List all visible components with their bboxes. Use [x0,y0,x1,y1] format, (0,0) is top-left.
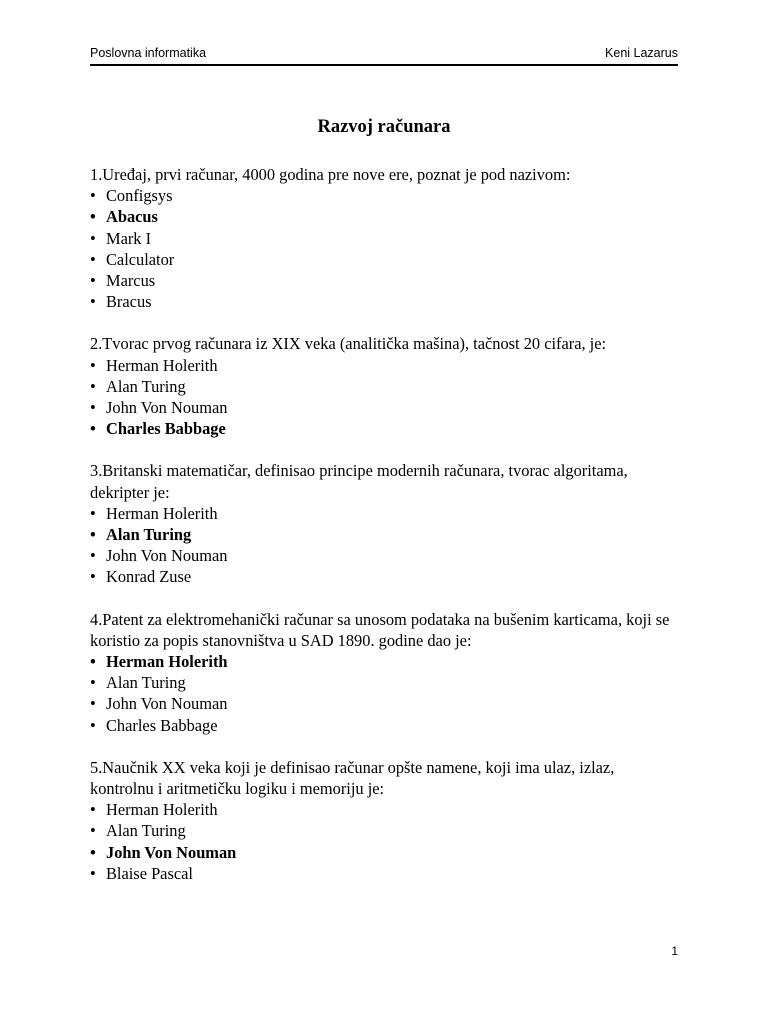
bullet-icon: • [90,800,96,820]
option-item [90,693,678,714]
bullet-icon: • [90,398,96,418]
option-item [90,820,678,841]
bullet-icon: • [90,186,96,206]
option-label: Configsys [106,186,173,206]
bullet-icon: • [90,355,96,375]
option-label: Blaise Pascal [106,863,193,883]
bullet-icon: • [90,715,96,735]
bullet-icon: • [90,821,96,841]
option-label: Konrad Zuse [106,567,192,587]
option-label: Marcus [106,271,156,291]
bullet-icon: • [90,376,96,396]
option-label: Bracus [106,292,152,312]
option-item [90,270,678,291]
question-block [90,164,678,312]
question-block [90,333,678,439]
option-list [90,503,678,588]
option-label: Mark I [106,228,152,248]
option-item [90,376,678,397]
option-label: Herman Holerith [106,503,218,523]
option-label: John Von Nouman [106,842,237,862]
bullet-icon: • [90,271,96,291]
question-block [90,757,678,884]
bullet-icon: • [90,503,96,523]
option-item [90,228,678,249]
bullet-icon: • [90,207,96,227]
option-label: Alan Turing [106,821,186,841]
bullet-icon: • [90,525,96,545]
bullet-icon: • [90,228,96,248]
document-body [90,115,678,905]
option-item [90,566,678,587]
bullet-icon: • [90,842,96,862]
bullet-icon: • [90,567,96,587]
option-label: Charles Babbage [106,419,226,439]
bullet-icon: • [90,863,96,883]
question-list [90,164,678,884]
bullet-icon: • [90,419,96,439]
bullet-icon: • [90,694,96,714]
question-block [90,609,678,736]
option-item-correct [90,524,678,545]
page-number: 1 [671,944,678,958]
option-list [90,799,678,884]
option-item [90,503,678,524]
option-item-correct [90,842,678,863]
bullet-icon: • [90,292,96,312]
header-left: Poslovna informatika [90,46,207,60]
question-block [90,460,678,587]
option-item-correct [90,206,678,227]
option-label: Charles Babbage [106,715,218,735]
option-item [90,672,678,693]
option-item-correct [90,651,678,672]
option-list [90,651,678,736]
bullet-icon: • [90,546,96,566]
option-label: Calculator [106,249,175,269]
option-item [90,397,678,418]
option-label: John Von Nouman [106,694,228,714]
bullet-icon: • [90,673,96,693]
option-label: Alan Turing [106,673,186,693]
option-label: Herman Holerith [106,355,218,375]
option-item-correct [90,418,678,439]
option-item [90,291,678,312]
question-text: 5.Naučnik XX veka koji je definisao računar opšte namene, koji ima ulaz, izlaz, kontrolnu i aritmetičku logiku i memoriju je: [90,757,615,799]
option-item [90,355,678,376]
option-label: Herman Holerith [106,800,218,820]
option-label: Alan Turing [106,525,192,545]
question-text: 1.Uređaj, prvi računar, 4000 godina pre nove ere, poznat je pod nazivom: [90,165,571,184]
option-label: Herman Holerith [106,652,228,672]
question-text: 4.Patent za elektromehanički računar sa unosom podataka na bušenim karticama, koji se koristio za popis stanovništva u SAD 1890. godine dao je: [90,609,670,650]
option-item [90,185,678,206]
page-header [90,46,678,66]
option-item [90,249,678,270]
bullet-icon: • [90,652,96,672]
header-right: Keni Lazarus [605,46,678,60]
option-label: Abacus [106,207,158,227]
option-label: John Von Nouman [106,546,228,566]
question-text: 2.Tvorac prvog računara iz XIX veka (analitička mašina), tačnost 20 cifara, je: [90,334,607,354]
option-list [90,185,678,312]
option-label: Alan Turing [106,376,186,396]
option-item [90,545,678,566]
question-text: 3.Britanski matematičar, definisao principe modernih računara, tvorac algoritama, dekripter je: [90,461,628,502]
bullet-icon: • [90,249,96,269]
option-item [90,715,678,736]
option-item [90,863,678,884]
option-list [90,355,678,440]
option-label: John Von Nouman [106,398,228,418]
document-title: Razvoj računara [317,117,451,137]
option-item [90,799,678,820]
